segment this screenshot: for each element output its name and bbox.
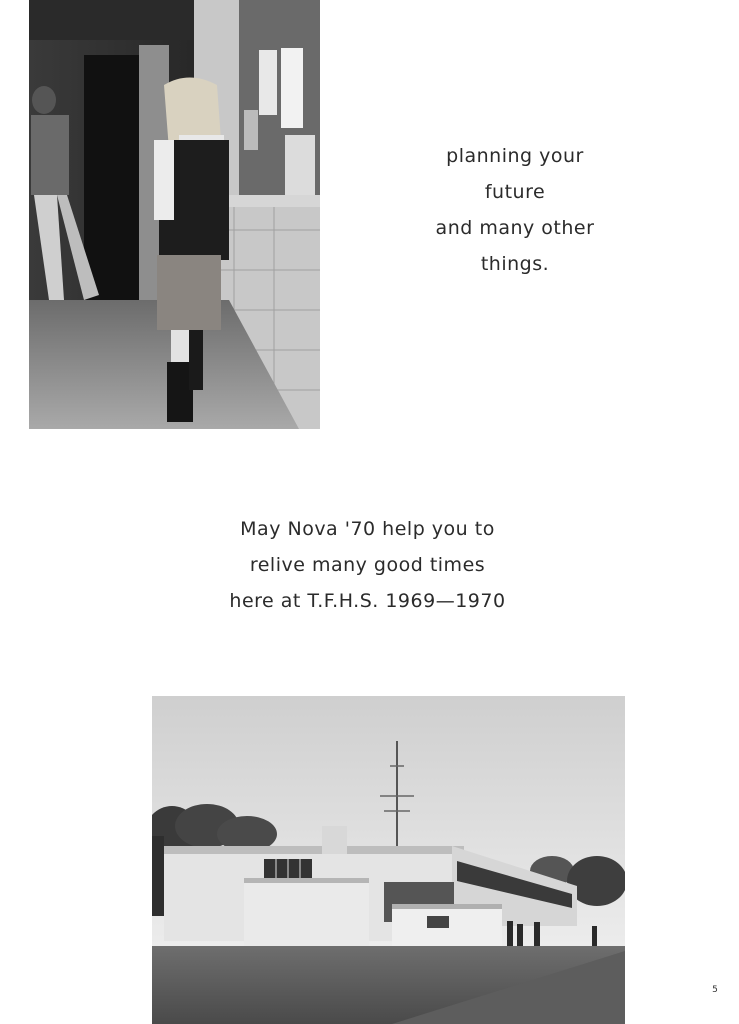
caption-line: relive many good times	[249, 554, 486, 576]
caption-line: things.	[480, 253, 550, 275]
hallway-photo-illustration	[29, 0, 320, 429]
caption-dedication	[195, 516, 540, 624]
caption-planning	[405, 143, 625, 287]
caption-line: future	[484, 181, 546, 203]
page-number: 5	[712, 985, 718, 995]
school-building-illustration	[152, 696, 625, 1024]
caption-line: and many other	[435, 217, 595, 239]
caption-line: planning your	[446, 145, 584, 167]
caption-line: May Nova '70 help you to	[240, 518, 495, 540]
caption-line: here at T.F.H.S. 1969—1970	[229, 590, 506, 612]
hallway-photo	[29, 0, 320, 429]
school-building-photo	[152, 696, 625, 1024]
